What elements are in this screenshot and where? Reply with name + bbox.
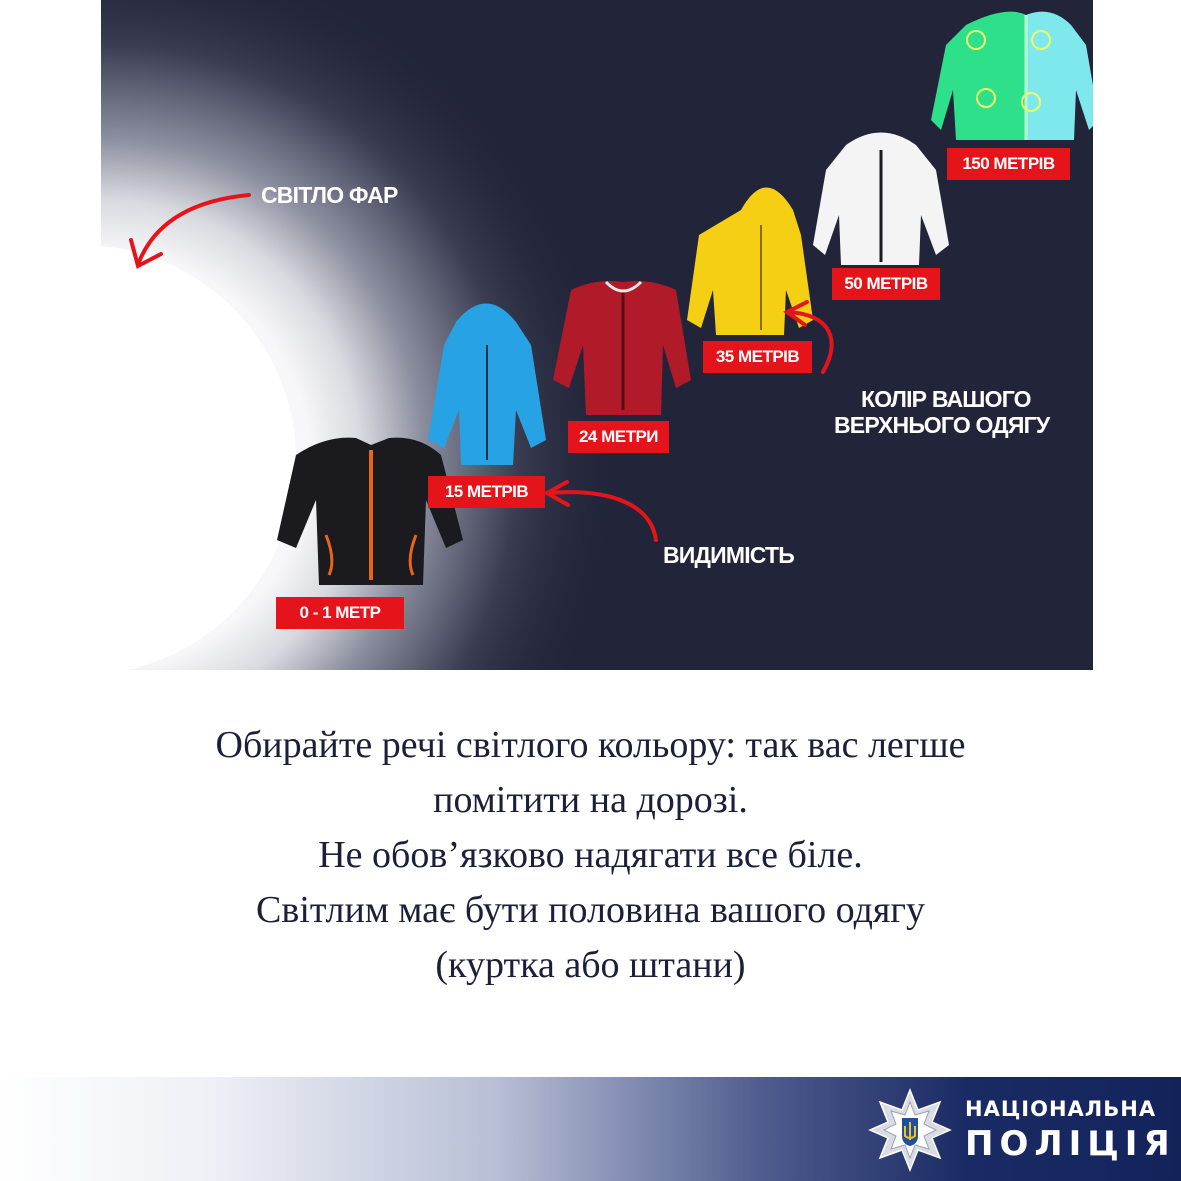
white-jacket-icon	[813, 133, 949, 266]
distance-label-yellow: 35 МЕТРІВ	[703, 341, 812, 373]
headlight-caption: СВІТЛО ФАР	[261, 182, 398, 208]
brand-line1: НАЦІОНАЛЬНА	[965, 1097, 1157, 1121]
distance-label-black: 0 - 1 МЕТР	[276, 597, 404, 629]
green-jacket-icon	[931, 12, 1093, 140]
advice-line-5: (куртка або штани)	[435, 944, 746, 986]
visibility-caption: ВИДИМІСТЬ	[663, 542, 795, 568]
advice-line-4: Світлим має бути половина вашого одягу	[256, 889, 925, 931]
distance-label-red: 24 МЕТРИ	[568, 421, 669, 453]
infographic-illustration	[101, 0, 1093, 670]
distance-label-white: 50 МЕТРІВ	[832, 268, 940, 300]
color-caption-line1: КОЛІР ВАШОГО	[861, 386, 1031, 412]
advice-text	[40, 718, 1141, 993]
distance-label-green: 150 МЕТРІВ	[947, 148, 1070, 180]
advice-line-1: Обирайте речі світлого кольору: так вас легше	[215, 724, 966, 766]
advice-line-3: Не обов’язково надягати все біле.	[318, 834, 863, 876]
color-caption-line2: ВЕРХНЬОГО ОДЯГУ	[834, 412, 1050, 438]
brand-line2: ПОЛІЦІЯ	[965, 1124, 1176, 1164]
police-star-badge-icon	[868, 1088, 952, 1172]
visibility-infographic	[101, 0, 1093, 670]
distance-label-blue: 15 МЕТРІВ	[428, 476, 545, 508]
advice-line-2: помітити на дорозі.	[433, 779, 748, 821]
